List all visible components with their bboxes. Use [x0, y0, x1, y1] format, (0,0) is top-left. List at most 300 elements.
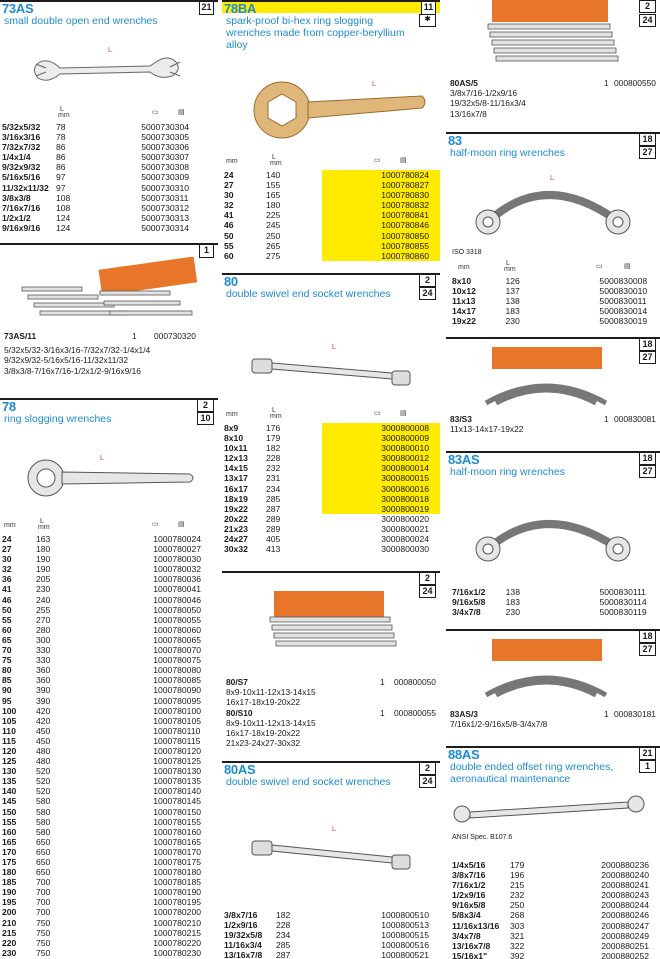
table-row	[2, 635, 218, 645]
half-moon-set-image	[446, 345, 660, 405]
order-code-cell: 000780170	[158, 846, 202, 857]
table-row	[2, 857, 218, 867]
table-row	[452, 951, 660, 959]
qty-cell: 1	[153, 927, 158, 938]
catalog-page-badge: 24	[419, 287, 436, 300]
length-cell: 275	[266, 250, 281, 261]
order-code-cell: 000730313	[146, 212, 190, 223]
size-cell: 32	[2, 564, 12, 575]
order-code-cell: 000880249	[606, 930, 650, 941]
length-cell: 231	[266, 473, 281, 484]
set-name: 80/S7	[226, 677, 248, 687]
table-row	[2, 655, 218, 665]
size-cell: 7/16x1/2	[452, 880, 486, 891]
table-row	[2, 595, 218, 605]
order-code-cell: 000780855	[386, 241, 440, 251]
size-cell: 115	[2, 735, 16, 746]
length-cell: 580	[36, 796, 51, 807]
order-code-cell: 000780036	[158, 574, 202, 585]
table-row	[2, 223, 212, 233]
order-code-cell: 000780145	[158, 796, 202, 807]
order-code-cell: 000780140	[158, 786, 202, 797]
section-80as	[222, 761, 440, 959]
qty-cell: 1	[322, 210, 386, 220]
length-cell: 750	[36, 927, 51, 938]
table-row	[2, 132, 212, 142]
size-cell: 1/4x5/16	[452, 860, 486, 870]
table-row	[2, 766, 218, 776]
size-cell: 140	[2, 786, 17, 797]
table-row	[224, 473, 440, 483]
socket-wrench-set-image	[222, 585, 440, 665]
size-cell: 1/2x9/16	[224, 920, 258, 931]
qty-cell: 3	[381, 523, 386, 534]
table-row	[2, 574, 218, 584]
catalog-page-badge-top: 2	[197, 399, 214, 412]
table-row	[224, 920, 440, 930]
size-cell: 1/4x1/4	[2, 152, 31, 163]
length-cell: 580	[36, 816, 51, 827]
length-cell: 182	[266, 443, 281, 454]
size-cell: 5/8x3/4	[452, 910, 481, 921]
order-code-cell: 000780070	[158, 645, 202, 656]
order-code-cell: 000780032	[158, 564, 202, 575]
order-code-cell: 000780030	[158, 554, 202, 565]
order-code-cell: 000780050	[158, 604, 202, 615]
length-cell: 215	[510, 880, 525, 891]
length-cell: 580	[36, 826, 51, 837]
qty-cell: 1	[322, 190, 386, 200]
set-description: 80/S7 1 000800050 8x9-10x11-12x13-14x15 16x17-18x19-20x22 80/S10 1 000800055 8x9-10x11-12x13-14x15 16x17-18x19-20x22 21x23-24x27-30x32	[226, 677, 436, 749]
size-cell: 32	[224, 200, 234, 211]
size-cell: 145	[2, 796, 17, 807]
table-row	[224, 433, 440, 443]
table-row	[2, 847, 218, 857]
table-row	[452, 286, 660, 296]
qty-cell: 2	[601, 870, 606, 881]
table-row	[224, 170, 440, 180]
table-row	[224, 190, 440, 200]
table-row	[2, 625, 218, 635]
length-cell: 124	[56, 212, 71, 223]
qty-cell: 1	[153, 917, 158, 928]
size-cell: 160	[2, 826, 17, 837]
qty-cell: 1	[322, 241, 386, 251]
size-cell: 46	[2, 594, 12, 605]
section-header	[222, 571, 440, 584]
table-row	[2, 645, 218, 655]
length-cell: 268	[510, 910, 525, 921]
table-row	[452, 931, 660, 941]
qty-cell: 1	[153, 614, 158, 625]
catalog-page-badge: 27	[639, 351, 656, 364]
qty-cell: 1	[381, 920, 386, 931]
order-code-cell: 000780824	[386, 170, 440, 180]
order-code-cell: 000730311	[146, 192, 189, 203]
qty-cell: 2	[601, 860, 606, 870]
order-code-cell: 000730314	[146, 222, 190, 233]
length-cell: 390	[36, 685, 51, 696]
barcode-icon: ▤	[400, 410, 407, 417]
table-row	[2, 827, 218, 837]
qty-cell: 1	[322, 251, 386, 261]
table-row	[224, 251, 440, 261]
size-cell: 27	[224, 180, 234, 191]
qty-cell: 2	[601, 950, 606, 959]
table-row	[452, 276, 660, 286]
product-title: ring slogging wrenches	[4, 413, 112, 425]
product-code: 83AS	[448, 452, 480, 467]
order-code-cell: 000830019	[604, 316, 648, 327]
table-row	[2, 716, 218, 726]
order-code-cell: 000730306	[146, 142, 190, 153]
spec-table	[2, 122, 212, 233]
order-code-cell: 000780060	[158, 624, 202, 635]
section-header	[222, 0, 440, 16]
length-cell: 280	[36, 624, 51, 635]
section-78	[0, 398, 218, 958]
qty-cell: 3	[322, 504, 386, 514]
qty-cell: 2	[601, 930, 606, 941]
table-row	[2, 564, 218, 574]
size-cell: 65	[2, 634, 12, 645]
length-cell: 520	[36, 786, 51, 797]
table-row	[2, 584, 218, 594]
svg-text:L: L	[100, 455, 104, 462]
section-header	[446, 746, 660, 762]
order-code-cell: 000780155	[158, 816, 202, 827]
qty-cell: 3	[381, 534, 386, 545]
barcode-icon: ▤	[178, 109, 185, 116]
table-row	[2, 928, 218, 938]
catalog-page-badge: 1	[199, 244, 214, 258]
order-code-cell: 000800024	[386, 534, 430, 545]
order-code-cell: 000780065	[158, 634, 202, 645]
qty-cell: 5	[141, 202, 146, 213]
swivel-socket-wrench-image	[222, 333, 440, 403]
size-cell: 3/4x7/8	[452, 607, 481, 618]
qty-cell: 1	[153, 937, 158, 948]
spec-table	[452, 276, 660, 326]
length-cell: 650	[36, 846, 51, 857]
product-title: half-moon ring wrenches	[450, 147, 565, 159]
order-code-cell: 000800510	[386, 910, 430, 920]
size-cell: 24	[224, 170, 234, 180]
table-row	[2, 817, 218, 827]
length-cell: 700	[36, 887, 51, 898]
section-78ba	[222, 0, 440, 261]
size-cell: 27	[2, 544, 12, 555]
length-cell: 78	[56, 122, 66, 132]
size-cell: 9/32x9/32	[2, 162, 41, 173]
length-cell: 245	[266, 220, 281, 231]
length-cell: 228	[266, 453, 281, 464]
table-row	[2, 706, 218, 716]
table-row	[2, 746, 218, 756]
size-cell: 41	[224, 210, 234, 221]
svg-text:L: L	[550, 175, 554, 182]
table-row	[224, 524, 440, 534]
length-cell: 392	[510, 950, 525, 959]
size-cell: 11/16x3/4	[224, 940, 262, 951]
order-code-cell: 000800018	[386, 494, 440, 504]
qty-cell: 5	[599, 276, 605, 286]
size-cell: 150	[2, 806, 17, 817]
qty-cell: 1	[153, 826, 158, 837]
qty-cell: 1	[153, 624, 158, 635]
catalog-page-badge: 24	[639, 14, 656, 27]
set-contents-line: 3/8x3/8-7/16x7/16-1/2x1/2-9/16x9/16	[4, 365, 141, 376]
product-title: half-moon ring wrenches	[450, 466, 565, 478]
order-code-cell: 000780185	[158, 877, 202, 888]
section-header	[446, 132, 660, 148]
product-code: 88AS	[448, 747, 480, 762]
order-code-cell: 000880247	[606, 920, 650, 931]
wrench-set-image	[0, 257, 218, 337]
section-88as	[446, 746, 660, 959]
qty-cell: 1	[153, 816, 158, 827]
length-cell: 580	[36, 806, 51, 817]
qty-cell: 1	[153, 796, 158, 807]
catalog-page-badge-top: 18	[639, 338, 656, 351]
product-title: double swivel end socket wrenches	[226, 776, 391, 788]
catalog-page-badge: 11	[421, 1, 436, 15]
size-cell: 19x22	[224, 503, 248, 514]
size-cell: 3/4x7/8	[452, 930, 481, 941]
qty-cell: 1	[153, 554, 158, 565]
order-code-cell: 000780130	[158, 766, 202, 777]
section-83-s3	[446, 337, 660, 449]
length-cell: 450	[36, 735, 51, 746]
table-row	[224, 514, 440, 524]
qty-cell: 1	[153, 534, 158, 544]
spec-table	[452, 587, 660, 617]
size-cell: 3/16x3/16	[2, 132, 41, 143]
order-code-cell: 000780215	[158, 927, 202, 938]
size-cell: 8x10	[224, 433, 244, 444]
qty-cell: 1	[153, 715, 158, 726]
size-cell: 30	[224, 190, 234, 201]
qty-cell: 1	[322, 231, 386, 241]
length-cell: 750	[36, 947, 51, 958]
length-cell: 176	[266, 423, 281, 433]
qty-cell: 1	[381, 940, 386, 951]
size-cell: 120	[2, 745, 17, 756]
qty-cell: 1	[153, 745, 158, 756]
length-cell: 182	[276, 910, 291, 920]
length-cell: 97	[56, 182, 66, 193]
length-cell: 285	[276, 940, 291, 951]
length-cell: 287	[266, 503, 281, 514]
length-cell: 405	[266, 534, 281, 545]
table-row	[224, 220, 440, 230]
catalog-page-badge: 27	[639, 465, 656, 478]
order-code-cell: 000780090	[158, 685, 202, 696]
length-marker: L	[108, 47, 112, 54]
order-code-cell: 000830119	[604, 607, 647, 618]
length-cell: 240	[36, 594, 51, 605]
order-code-cell: 000780180	[158, 867, 202, 878]
product-code: 78	[2, 399, 16, 414]
order-code-cell: 000780846	[386, 220, 440, 230]
order-code-cell: 000880246	[606, 910, 650, 921]
size-cell: 1/2x9/16	[452, 890, 486, 901]
table-row	[2, 213, 212, 223]
length-cell: 205	[36, 574, 51, 585]
table-row	[452, 921, 660, 931]
order-code-cell: 000880244	[606, 900, 650, 911]
size-cell: 10x11	[224, 443, 248, 454]
order-code-cell: 000800009	[386, 433, 440, 443]
quantity: 1	[380, 707, 385, 718]
product-title: double swivel end socket wrenches	[226, 288, 391, 300]
set-description: 83/S3 1 000830081 11x13-14x17-19x22	[450, 414, 656, 434]
length-cell: 183	[505, 597, 520, 608]
set-name: 80/S10	[226, 707, 253, 718]
size-cell: 24x27	[224, 534, 248, 545]
size-cell: 100	[2, 705, 17, 716]
bronze-wrench-image	[222, 70, 440, 150]
offset-ring-wrench-image	[446, 784, 660, 828]
catalog-page-badge: 21	[199, 1, 214, 15]
order-code-cell: 000800010	[386, 443, 440, 453]
size-cell: 190	[2, 887, 17, 898]
qty-cell: 1	[153, 786, 158, 797]
size-cell: 13/16x7/8	[224, 950, 263, 959]
length-cell: 322	[510, 940, 525, 951]
section-header	[222, 761, 440, 777]
order-code-cell: 000730307	[146, 152, 190, 163]
length-cell: 108	[56, 202, 71, 213]
table-row	[452, 870, 660, 880]
order-code-cell: 000780160	[158, 826, 202, 837]
qty-cell: 5	[599, 306, 605, 317]
table-row	[452, 910, 660, 920]
table-row	[224, 484, 440, 494]
swivel-socket-wrench-image	[222, 811, 440, 891]
barcode-icon: ▤	[400, 157, 407, 164]
section-header	[0, 243, 218, 256]
table-row	[224, 200, 440, 210]
product-title: small double open end wrenches	[4, 15, 158, 27]
table-row	[2, 907, 218, 917]
size-cell: 14x15	[224, 463, 248, 474]
order-code-cell: 000780080	[158, 665, 202, 676]
length-cell: 230	[36, 584, 51, 595]
order-code-cell: 000780125	[158, 756, 202, 767]
qty-cell: 3	[322, 453, 386, 463]
length-cell: 390	[36, 695, 51, 706]
size-cell: 11/16x13/16	[452, 920, 500, 931]
table-row	[224, 210, 440, 220]
qty-cell: 1	[153, 867, 158, 878]
product-code: 73AS	[2, 1, 34, 16]
order-code-cell: 000780850	[386, 231, 440, 241]
size-cell: 13/16x7/8	[452, 940, 491, 951]
column-headers: mm L mm ▭ ▤	[226, 154, 407, 167]
table-row	[2, 877, 218, 887]
table-row	[452, 316, 660, 326]
qty-cell: 1	[153, 836, 158, 847]
table-row	[2, 918, 218, 928]
order-code: 000800055	[394, 707, 436, 718]
qty-cell: 5	[141, 222, 146, 233]
table-row	[2, 726, 218, 736]
size-cell: 210	[2, 917, 17, 928]
table-row	[2, 867, 218, 877]
qty-cell: 1	[381, 910, 386, 920]
svg-text:L: L	[372, 81, 376, 88]
length-cell: 420	[36, 705, 51, 716]
length-cell: 520	[36, 766, 51, 777]
order-code-cell: 000780046	[158, 594, 202, 605]
qty-cell: 2	[601, 910, 606, 921]
iso-standard: ISO 3318	[452, 249, 482, 256]
column-3	[446, 0, 660, 959]
qty-cell: 1	[153, 947, 158, 958]
length-cell: 140	[266, 170, 281, 180]
order-code-cell: 000780055	[158, 614, 202, 625]
length-cell: 179	[510, 860, 525, 870]
order-code-cell: 000780200	[158, 907, 202, 918]
order-code-cell: 000780105	[158, 715, 202, 726]
length-cell: 179	[266, 433, 281, 444]
section-header	[0, 0, 218, 16]
qty-cell: 5	[141, 192, 146, 203]
length-cell: 232	[510, 890, 525, 901]
qty-cell: 2	[601, 880, 606, 891]
size-cell: 180	[2, 867, 17, 878]
length-cell: 183	[505, 306, 520, 317]
qty-cell: 1	[153, 695, 158, 706]
catalog-page-badge: 1	[639, 760, 656, 773]
size-cell: 41	[2, 584, 12, 595]
table-row	[452, 587, 660, 597]
length-cell: 450	[36, 725, 51, 736]
table-row	[2, 554, 218, 564]
section-header	[0, 398, 218, 414]
qty-cell: 3	[322, 443, 386, 453]
column-2	[222, 0, 440, 959]
table-row	[2, 897, 218, 907]
qty-cell: 1	[381, 950, 386, 959]
order-code-cell: 000780150	[158, 806, 202, 817]
column-headers: L mm ▭ ▤	[58, 106, 185, 119]
length-cell: 230	[505, 607, 520, 618]
table-row	[224, 231, 440, 241]
set-contents-line: 9/32x9/32-5/16x5/16-11/32x11/32	[4, 355, 129, 366]
table-row	[2, 786, 218, 796]
table-row	[452, 890, 660, 900]
length-cell: 750	[36, 917, 51, 928]
qty-cell: 1	[153, 705, 158, 716]
qty-cell: 5	[599, 296, 605, 307]
length-cell: 234	[276, 930, 291, 941]
catalog-page-badge: 27	[639, 146, 656, 159]
table-row	[224, 940, 440, 950]
size-cell: 46	[224, 220, 234, 231]
size-cell: 5/32x5/32	[2, 122, 41, 132]
size-cell: 85	[2, 675, 12, 686]
size-cell: 55	[2, 614, 12, 625]
qty-cell: 2	[601, 940, 606, 951]
qty-cell: 3	[381, 513, 386, 524]
qty-cell: 5	[599, 286, 605, 297]
table-row	[2, 948, 218, 958]
qty-cell: 1	[153, 544, 158, 555]
table-row	[2, 534, 218, 544]
length-cell: 78	[56, 132, 66, 143]
